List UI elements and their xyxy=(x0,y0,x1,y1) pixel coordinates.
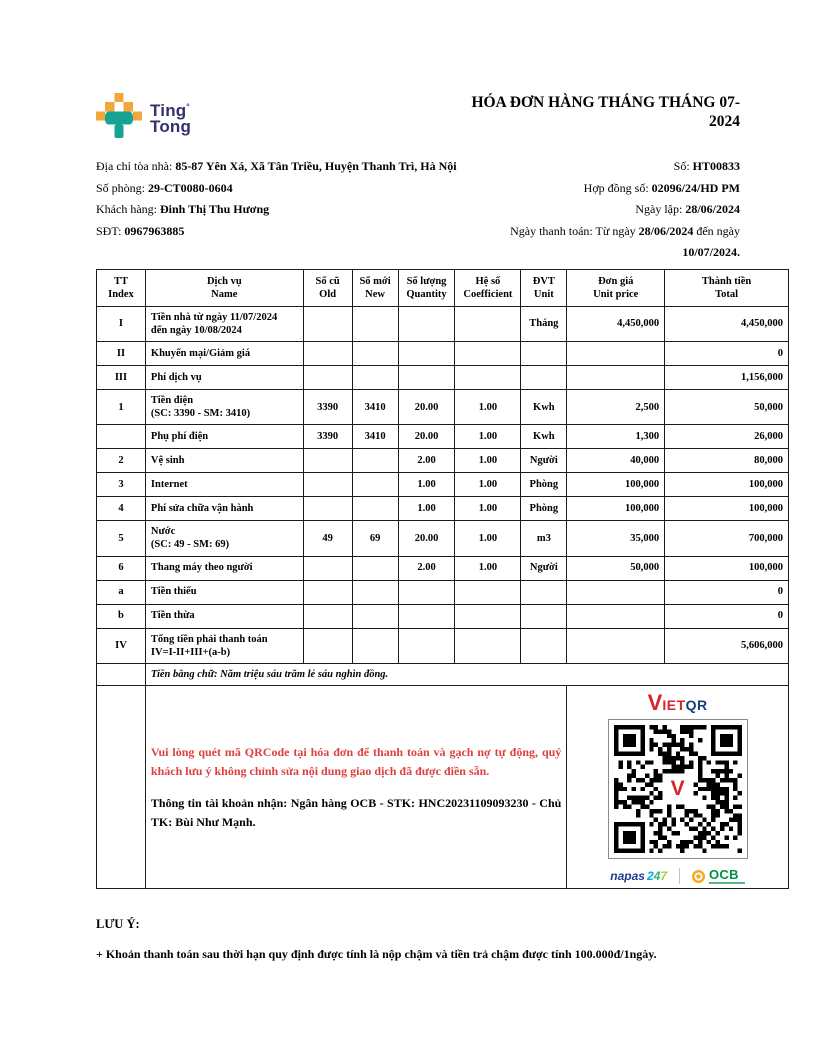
ocb-wordmark: OCB xyxy=(709,866,739,882)
cell-unit: Tháng xyxy=(521,306,567,341)
contract-number: Hợp đồng số: 02096/24/HD PM xyxy=(583,180,740,195)
cell-quantity: 2.00 xyxy=(398,556,455,580)
cell-old xyxy=(303,342,352,366)
cell-unit xyxy=(521,628,567,663)
cell-name: Phí dịch vụ xyxy=(145,366,303,390)
invoice-number: Số: HT00833 xyxy=(673,159,740,173)
cell-unit-price: 2,500 xyxy=(567,390,665,425)
cell-coefficient: 1.00 xyxy=(455,390,521,425)
cell-index: II xyxy=(97,342,146,366)
cell-unit: Người xyxy=(521,556,567,580)
cell-old xyxy=(303,449,352,473)
amount-in-words: Tiền bằng chữ: Năm triệu sáu trăm lẻ sáu nghìn đồng. xyxy=(145,663,788,685)
column-header-old: Số cũ Old xyxy=(303,269,352,306)
cell-unit: Phòng xyxy=(521,497,567,521)
ocb-icon xyxy=(692,870,705,883)
notes-heading: LƯU Ý: xyxy=(96,917,140,932)
cell-name: Phụ phí điện xyxy=(145,425,303,449)
cell-old xyxy=(303,306,352,341)
cell-quantity: 1.00 xyxy=(398,473,455,497)
late-payment-note: + Khoản thanh toán sau thời hạn quy định được tính là nộp chậm và tiền trả chậm được tính 100.000đ/1ngày. xyxy=(96,947,657,962)
cell-old: 3390 xyxy=(303,390,352,425)
cell-quantity xyxy=(398,628,455,663)
qr-payment-note: Vui lòng quét mã QRCode tại hóa đơn để thanh toán và gạch nợ tự động, quý khách lưu ý không chỉnh sửa nội dung giao dịch đã được điền sẵn. xyxy=(150,744,562,778)
brand-divider xyxy=(679,868,680,884)
column-header-total: Thành tiền Total xyxy=(665,269,789,306)
cell-old xyxy=(303,604,352,628)
cell-empty xyxy=(97,685,146,889)
cell-old: 49 xyxy=(303,521,352,556)
table-row xyxy=(97,497,789,521)
cell-index: a xyxy=(97,580,146,604)
cell-new xyxy=(352,449,398,473)
cell-total: 80,000 xyxy=(665,449,789,473)
table-row xyxy=(97,521,789,556)
cell-new xyxy=(352,473,398,497)
cell-new: 69 xyxy=(352,521,398,556)
cell-new xyxy=(352,342,398,366)
cell-name: Nước (SC: 49 - SM: 69) xyxy=(145,521,303,556)
cell-index xyxy=(97,425,146,449)
cell-new xyxy=(352,628,398,663)
page-header xyxy=(96,93,789,144)
amount-in-words-row xyxy=(97,663,789,685)
cell-unit xyxy=(521,604,567,628)
invoice-info xyxy=(96,156,789,264)
cell-quantity xyxy=(398,342,455,366)
qr-row xyxy=(97,685,789,889)
column-header-new: Số mới New xyxy=(352,269,398,306)
table-row xyxy=(97,449,789,473)
cell-total: 100,000 xyxy=(665,473,789,497)
vietqr-logo: VIETQR xyxy=(647,689,708,715)
cell-index: 3 xyxy=(97,473,146,497)
cell-unit-price: 4,450,000 xyxy=(567,306,665,341)
account-info: Thông tin tài khoản nhận: Ngân hàng OCB - STK: HNC20231109093230 - Chủ TK: Bùi Như Mạnh. xyxy=(150,796,562,829)
cell-quantity: 20.00 xyxy=(398,425,455,449)
cell-unit-price xyxy=(567,604,665,628)
building-address: Địa chỉ tòa nhà: 85-87 Yên Xá, Xã Tân Triều, Huyện Thanh Trì, Hà Nội xyxy=(96,159,457,173)
table-row xyxy=(97,306,789,341)
table-row xyxy=(97,628,789,663)
cell-quantity xyxy=(398,604,455,628)
cell-name: Internet xyxy=(145,473,303,497)
cell-index: I xyxy=(97,306,146,341)
column-header-unit: ĐVT Unit xyxy=(521,269,567,306)
cell-name: Tiền nhà từ ngày 11/07/2024 đến ngày 10/08/2024 xyxy=(145,306,303,341)
cell-name: Tiền điện (SC: 3390 - SM: 3410) xyxy=(145,390,303,425)
cell-total: 100,000 xyxy=(665,497,789,521)
cell-quantity xyxy=(398,580,455,604)
cell-index: b xyxy=(97,604,146,628)
company-logo xyxy=(96,93,191,144)
footer-notes xyxy=(96,917,789,962)
qr-brands xyxy=(572,868,783,885)
ocb-logo xyxy=(692,868,745,885)
cell-total: 0 xyxy=(665,604,789,628)
cell-total: 26,000 xyxy=(665,425,789,449)
cell-new xyxy=(352,306,398,341)
column-header-coefficient: Hệ số Coefficient xyxy=(455,269,521,306)
cell-unit xyxy=(521,366,567,390)
cell-total: 5,606,000 xyxy=(665,628,789,663)
invoice-title: HÓA ĐƠN HÀNG THÁNG THÁNG 07- 2024 xyxy=(471,94,740,131)
cell-quantity: 20.00 xyxy=(398,521,455,556)
cell-quantity xyxy=(398,306,455,341)
cell-index: III xyxy=(97,366,146,390)
room-number: Số phòng: 29-CT0080-0604 xyxy=(96,180,233,195)
issue-date: Ngày lập: 28/06/2024 xyxy=(635,202,740,216)
cell-empty xyxy=(97,663,146,685)
cell-unit-price: 1,300 xyxy=(567,425,665,449)
cell-unit-price: 100,000 xyxy=(567,497,665,521)
tingtong-logo-icon xyxy=(96,93,142,144)
cell-total: 100,000 xyxy=(665,556,789,580)
invoice-table xyxy=(96,269,789,890)
cell-total: 700,000 xyxy=(665,521,789,556)
cell-coefficient xyxy=(455,604,521,628)
cell-unit-price: 100,000 xyxy=(567,473,665,497)
column-header-unit-price: Đơn giá Unit price xyxy=(567,269,665,306)
cell-name: Tổng tiền phải thanh toán IV=I-II+III+(a-b) xyxy=(145,628,303,663)
ocb-tagline xyxy=(709,882,745,884)
cell-unit: Phòng xyxy=(521,473,567,497)
cell-new xyxy=(352,556,398,580)
cell-index: 2 xyxy=(97,449,146,473)
cell-quantity: 20.00 xyxy=(398,390,455,425)
table-header-row xyxy=(97,269,789,306)
cell-coefficient: 1.00 xyxy=(455,473,521,497)
table-row xyxy=(97,473,789,497)
table-row xyxy=(97,556,789,580)
cell-old xyxy=(303,556,352,580)
invoice-table-body xyxy=(97,306,789,663)
cell-coefficient xyxy=(455,580,521,604)
cell-index: IV xyxy=(97,628,146,663)
cell-coefficient: 1.00 xyxy=(455,556,521,580)
cell-quantity: 1.00 xyxy=(398,497,455,521)
cell-total: 1,156,000 xyxy=(665,366,789,390)
table-row xyxy=(97,604,789,628)
cell-total: 0 xyxy=(665,580,789,604)
cell-unit: m3 xyxy=(521,521,567,556)
cell-coefficient xyxy=(455,366,521,390)
cell-name: Thang máy theo người xyxy=(145,556,303,580)
cell-new xyxy=(352,604,398,628)
cell-unit: Kwh xyxy=(521,425,567,449)
qr-instructions xyxy=(145,685,566,889)
cell-unit xyxy=(521,580,567,604)
cell-old: 3390 xyxy=(303,425,352,449)
cell-coefficient: 1.00 xyxy=(455,497,521,521)
cell-coefficient: 1.00 xyxy=(455,425,521,449)
cell-quantity xyxy=(398,366,455,390)
cell-total: 50,000 xyxy=(665,390,789,425)
cell-new: 3410 xyxy=(352,390,398,425)
table-row xyxy=(97,390,789,425)
cell-new xyxy=(352,497,398,521)
vietqr-center-mark: V xyxy=(668,778,688,799)
cell-new xyxy=(352,580,398,604)
logo-wordmark: Ting° Tong xyxy=(150,100,192,136)
cell-coefficient xyxy=(455,342,521,366)
table-row xyxy=(97,366,789,390)
cell-unit-price xyxy=(567,580,665,604)
info-left xyxy=(96,156,478,264)
cell-coefficient xyxy=(455,628,521,663)
cell-unit-price: 35,000 xyxy=(567,521,665,556)
payment-period: Ngày thanh toán: Từ ngày 28/06/2024 đến ngày 10/07/2024. xyxy=(510,223,740,259)
cell-old xyxy=(303,628,352,663)
cell-unit-price xyxy=(567,342,665,366)
cell-old xyxy=(303,473,352,497)
info-right xyxy=(478,156,789,264)
cell-name: Tiền thiếu xyxy=(145,580,303,604)
cell-old xyxy=(303,497,352,521)
column-header-quantity: Số lượng Quantity xyxy=(398,269,455,306)
customer-phone: SĐT: 0967963885 xyxy=(96,223,185,238)
table-row xyxy=(97,580,789,604)
cell-old xyxy=(303,580,352,604)
cell-unit xyxy=(521,342,567,366)
cell-index: 6 xyxy=(97,556,146,580)
cell-new: 3410 xyxy=(352,425,398,449)
column-header-index: TT Index xyxy=(97,269,146,306)
cell-unit: Người xyxy=(521,449,567,473)
cell-unit-price xyxy=(567,366,665,390)
napas-247: 247 xyxy=(646,868,668,883)
cell-unit-price xyxy=(567,628,665,663)
cell-name: Khuyến mại/Giảm giá xyxy=(145,342,303,366)
cell-name: Tiền thừa xyxy=(145,604,303,628)
cell-coefficient: 1.00 xyxy=(455,521,521,556)
cell-unit-price: 40,000 xyxy=(567,449,665,473)
cell-unit-price: 50,000 xyxy=(567,556,665,580)
cell-total: 0 xyxy=(665,342,789,366)
cell-new xyxy=(352,366,398,390)
cell-coefficient: 1.00 xyxy=(455,449,521,473)
napas-logo: napas 247 xyxy=(610,868,668,883)
table-row xyxy=(97,425,789,449)
qr-code xyxy=(608,719,748,859)
cell-old xyxy=(303,366,352,390)
table-row xyxy=(97,342,789,366)
cell-quantity: 2.00 xyxy=(398,449,455,473)
cell-total: 4,450,000 xyxy=(665,306,789,341)
cell-index: 5 xyxy=(97,521,146,556)
cell-index: 1 xyxy=(97,390,146,425)
qr-panel xyxy=(567,685,789,889)
customer-name: Khách hàng: Đinh Thị Thu Hương xyxy=(96,202,270,216)
cell-name: Vệ sinh xyxy=(145,449,303,473)
column-header-name: Dịch vụ Name xyxy=(145,269,303,306)
cell-name: Phí sửa chữa vận hành xyxy=(145,497,303,521)
cell-index: 4 xyxy=(97,497,146,521)
cell-unit: Kwh xyxy=(521,390,567,425)
cell-coefficient xyxy=(455,306,521,341)
